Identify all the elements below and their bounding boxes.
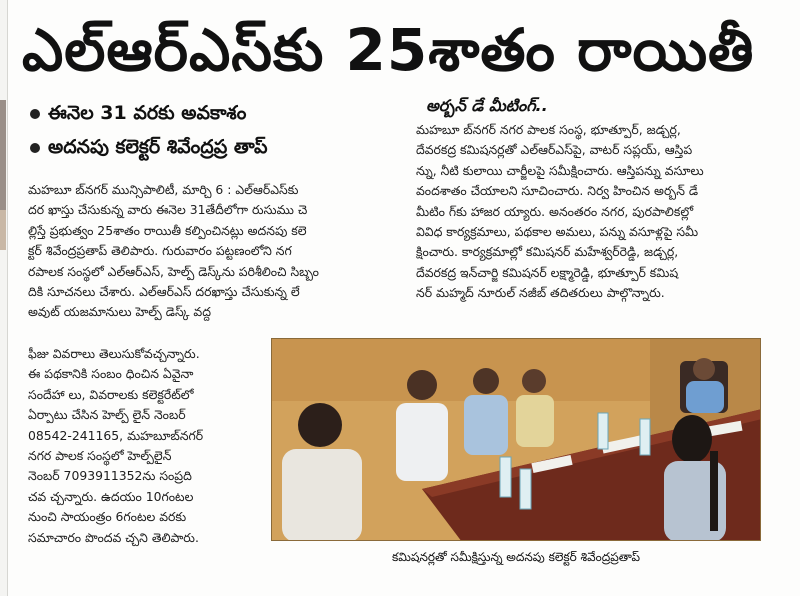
article-line: రపాలక సంస్థలో ఎల్ఆర్ఎస్, హెల్ప్ డెస్క్‌ను పరిశీలించి సిబ్బం (28, 263, 319, 279)
bullet-item (30, 130, 410, 164)
photo-bottle (640, 419, 650, 455)
meeting-photo-illustration (272, 339, 761, 541)
photo-person-head (693, 358, 715, 380)
article-line: సమాచారం పొందవ చ్చని తెలిపారు. (28, 529, 199, 545)
photo-person-head (672, 415, 712, 463)
article-line: అవుట్ యజమానులు హెల్ప్ డెస్క్ వద్ద (28, 304, 211, 320)
photo-person-head (522, 369, 546, 393)
section-subhead: అర్బన్ డే మీటింగ్.. (426, 96, 548, 115)
article-line: ఫీజు వివరాలు తెలుసుకోవచ్చన్నారు. (28, 346, 200, 361)
photo-bottle (598, 413, 608, 449)
article-line: క్టర్ శివేంద్రప్రతాప్ తెలిపారు. గురువారం పట్టణంలోని నగ (28, 243, 292, 259)
bullet-dot-icon (30, 143, 40, 153)
photo-person-body (516, 395, 554, 447)
article-column-left-bottom (28, 344, 264, 584)
photo-person-body (282, 449, 362, 541)
headline: ఎల్ఆర్ఎస్‌కు 25శాతం రాయితీ (22, 16, 755, 84)
article-line: నర్ మహ్మద్ నూరుల్ నజీబ్ తదితరులు పాల్గొన్నారు. (416, 285, 665, 301)
article-line: చవ చ్చన్నారు. ఉదయం 10గంటల (28, 488, 194, 504)
article-line: మహబూ బ్‌నగర్ నగర పాలక సంస్థ, భూత్పూర్, జడ్చర్ల, (416, 122, 681, 137)
article-line: వివిధ కార్యక్రమాలు, పథకాల అమలు, పన్ను వసూళ్లపై సమీ (416, 224, 699, 240)
photo-caption: కమిషనర్లతో సమీక్షిస్తున్న అదనపు కలెక్టర్ శివేంద్రప్రతాప్ (391, 550, 641, 564)
photo-bottle (500, 457, 511, 497)
article-line: నగర పాలక సంస్థలో హెల్ప్‌లైన్ (28, 448, 172, 464)
article-line: ల్లిస్తే ప్రభుత్వం 25శాతం రాయితీ కల్పించినట్లు అదనపు కలె (28, 222, 307, 238)
photo-person-head (298, 403, 342, 447)
highlight-bullets (30, 96, 410, 164)
article-line: దికి సూచనలు చేశారు. ఎల్ఆర్ఎస్ దరఖాస్తు చేసుకున్న లే (28, 284, 300, 300)
photo-person-body (396, 403, 448, 481)
photo-person-body (464, 395, 508, 455)
bullet-item (30, 96, 410, 130)
article-line: వందశాతం చేయాలని సూచించారు. నిర్వ హించిన అర్బన్ డే (416, 183, 698, 199)
article-line: మహబూ బ్‌నగర్ మున్సిపాలిటీ, మార్చి 6 : ఎల్ఆర్ఎస్‌కు (28, 182, 299, 197)
article-line: ఈ పథకానికి సంబం ధించిన ఏవైనా (28, 366, 194, 382)
article-line: దేవరకద్ర ఇన్‌చార్జి కమిషనర్ లక్ష్మారెడ్డి, భూత్పూర్ కమిష (416, 264, 679, 280)
article-column-left-top (28, 180, 414, 344)
article-line: దర ఖాస్తు చేసుకున్న వారు ఈనెల 31తేదీలోగా రుసుము చె (28, 202, 308, 218)
photo-person-head (473, 368, 499, 394)
meeting-photo (271, 338, 761, 541)
article-line: 08542-241165, మహబూబ్‌నగర్ (28, 427, 204, 443)
article-column-right (416, 120, 792, 344)
photo-person-head (407, 370, 437, 400)
article-line: ఏర్పాటు చేసిన హెల్ప్ లైన్ నెంబర్ (28, 407, 186, 423)
adjacent-photo-fragment-lower (0, 210, 6, 250)
bullet-text: అదనపు కలెక్టర్ శివేంద్రప్ర తాప్ (48, 136, 268, 158)
photo-bottle (520, 469, 531, 509)
article-line: నుంచి సాయంత్రం 6గంటల వరకు (28, 509, 187, 525)
article-line: నెంబర్ 7093911352ను సంప్రది (28, 468, 192, 484)
adjacent-article-edge (0, 0, 8, 596)
article-line: మీటిం గ్‌కు హాజర య్యారు. అనంతరం నగర, పురపాలికల్లో (416, 203, 694, 219)
bullet-dot-icon (30, 109, 40, 119)
article-line: క్షించారు. కార్యక్రమాల్లో కమిషనర్ మహేశ్వర్‌రెడ్డి, జడ్చర్ల, (416, 244, 679, 260)
adjacent-photo-fragment (0, 100, 6, 210)
bullet-text: ఈనెల 31 వరకు అవకాశం (48, 102, 247, 124)
article-line: దేవరకద్ర కమిషనర్లతో ఎల్ఆర్ఎస్‌పై, వాటర్ సప్లయ్, ఆస్తిప (416, 142, 693, 158)
article-line: న్ను, నీటి కులాయి చార్జీలపై సమీక్షించారు. ఆస్తిపన్ను వసూలు (416, 162, 704, 178)
photo-person-braid (710, 451, 718, 531)
article-line: సందేహా లు, వివరాలకు కలెక్టరేట్‌లో (28, 386, 194, 402)
photo-person-body (686, 381, 724, 413)
